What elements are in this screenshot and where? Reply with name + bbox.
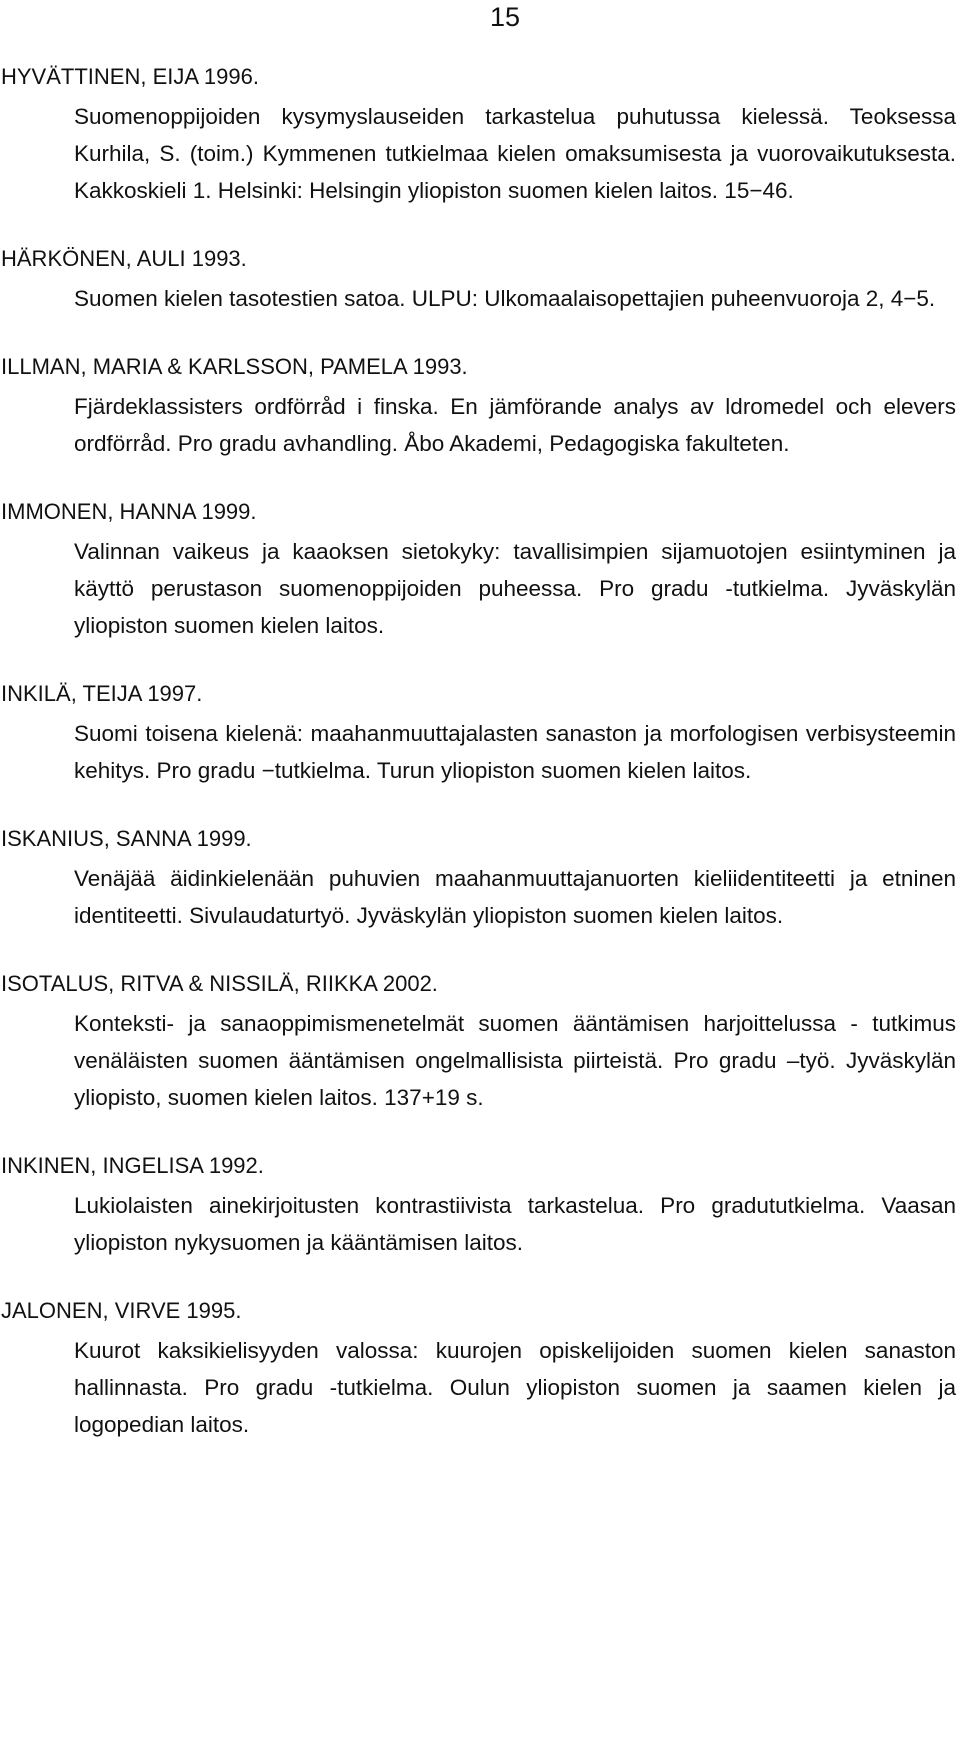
reference-entry (0, 675, 956, 789)
reference-entry (0, 820, 956, 934)
reference-entry (0, 1147, 956, 1261)
reference-text: Suomenoppijoiden kysymyslauseiden tarkastelua puhutussa kielessä. Teoksessa Kurhila, S. (toim.) Kymmenen tutkielmaa kielen omaksumisesta ja vuorovaikutuksesta. Kakkoskieli 1. Helsinki: Helsingin yliopiston suomen kielen laitos. 15−46. (74, 104, 956, 203)
reference-entry (0, 240, 956, 317)
reference-text: Lukiolaisten ainekirjoitusten kontrastiivista tarkastelua. Pro gradututkielma. Vaasan yliopiston nykysuomen ja kääntämisen laitos. (74, 1193, 956, 1255)
reference-entry (0, 965, 956, 1116)
reference-entry (0, 493, 956, 644)
reference-author: INKINEN, INGELISA 1992. (1, 1153, 264, 1178)
reference-text: Venäjää äidinkielenään puhuvien maahanmuuttajanuorten kieliidentiteetti ja etninen identiteetti. Sivulaudaturtyö. Jyväskylän yliopiston suomen kielen laitos. (74, 866, 956, 928)
reference-entry (0, 348, 956, 462)
reference-author: JALONEN, VIRVE 1995. (1, 1298, 242, 1323)
reference-author: ISKANIUS, SANNA 1999. (1, 826, 252, 851)
reference-text: Suomen kielen tasotestien satoa. ULPU: Ulkomaalaisopettajien puheenvuoroja 2, 4−5. (74, 286, 936, 311)
reference-author: ISOTALUS, RITVA & NISSILÄ, RIIKKA 2002. (1, 971, 438, 996)
page-number: 15 (489, 2, 520, 32)
reference-text: Kuurot kaksikielisyyden valossa: kuurojen opiskelijoiden suomen kielen sanaston hallinnasta. Pro gradu -tutkielma. Oulun yliopiston suomen ja saamen kielen ja logopedian laitos. (74, 1338, 956, 1437)
reference-author: ILLMAN, MARIA & KARLSSON, PAMELA 1993. (1, 354, 468, 379)
reference-text: Konteksti- ja sanaoppimismenetelmät suomen ääntämisen harjoittelussa - tutkimus venäläisten suomen ääntämisen ongelmallisista piirteistä. Pro gradu –työ. Jyväskylän yliopisto, suomen kielen laitos. 137+19 s. (74, 1011, 956, 1110)
reference-entry (0, 1292, 956, 1443)
reference-text: Fjärdeklassisters ordförråd i finska. En jämförande analys av ldromedel och elevers ordförråd. Pro gradu avhandling. Åbo Akademi, Pedagogiska fakulteten. (74, 394, 956, 456)
reference-entry (0, 58, 956, 209)
reference-author: HYVÄTTINEN, EIJA 1996. (1, 64, 259, 89)
reference-text: Suomi toisena kielenä: maahanmuuttajalasten sanaston ja morfologisen verbisysteemin kehitys. Pro gradu −tutkielma. Turun yliopiston suomen kielen laitos. (74, 721, 956, 783)
reference-author: HÄRKÖNEN, AULI 1993. (1, 246, 247, 271)
reference-list (0, 58, 956, 1474)
reference-text: Valinnan vaikeus ja kaaoksen sietokyky: tavallisimpien sijamuotojen esiintyminen ja käyttö perustason suomenoppijoiden puheessa. Pro gradu -tutkielma. Jyväskylän yliopiston suomen kielen laitos. (74, 539, 956, 638)
reference-author: IMMONEN, HANNA 1999. (1, 499, 257, 524)
reference-author: INKILÄ, TEIJA 1997. (1, 681, 203, 706)
